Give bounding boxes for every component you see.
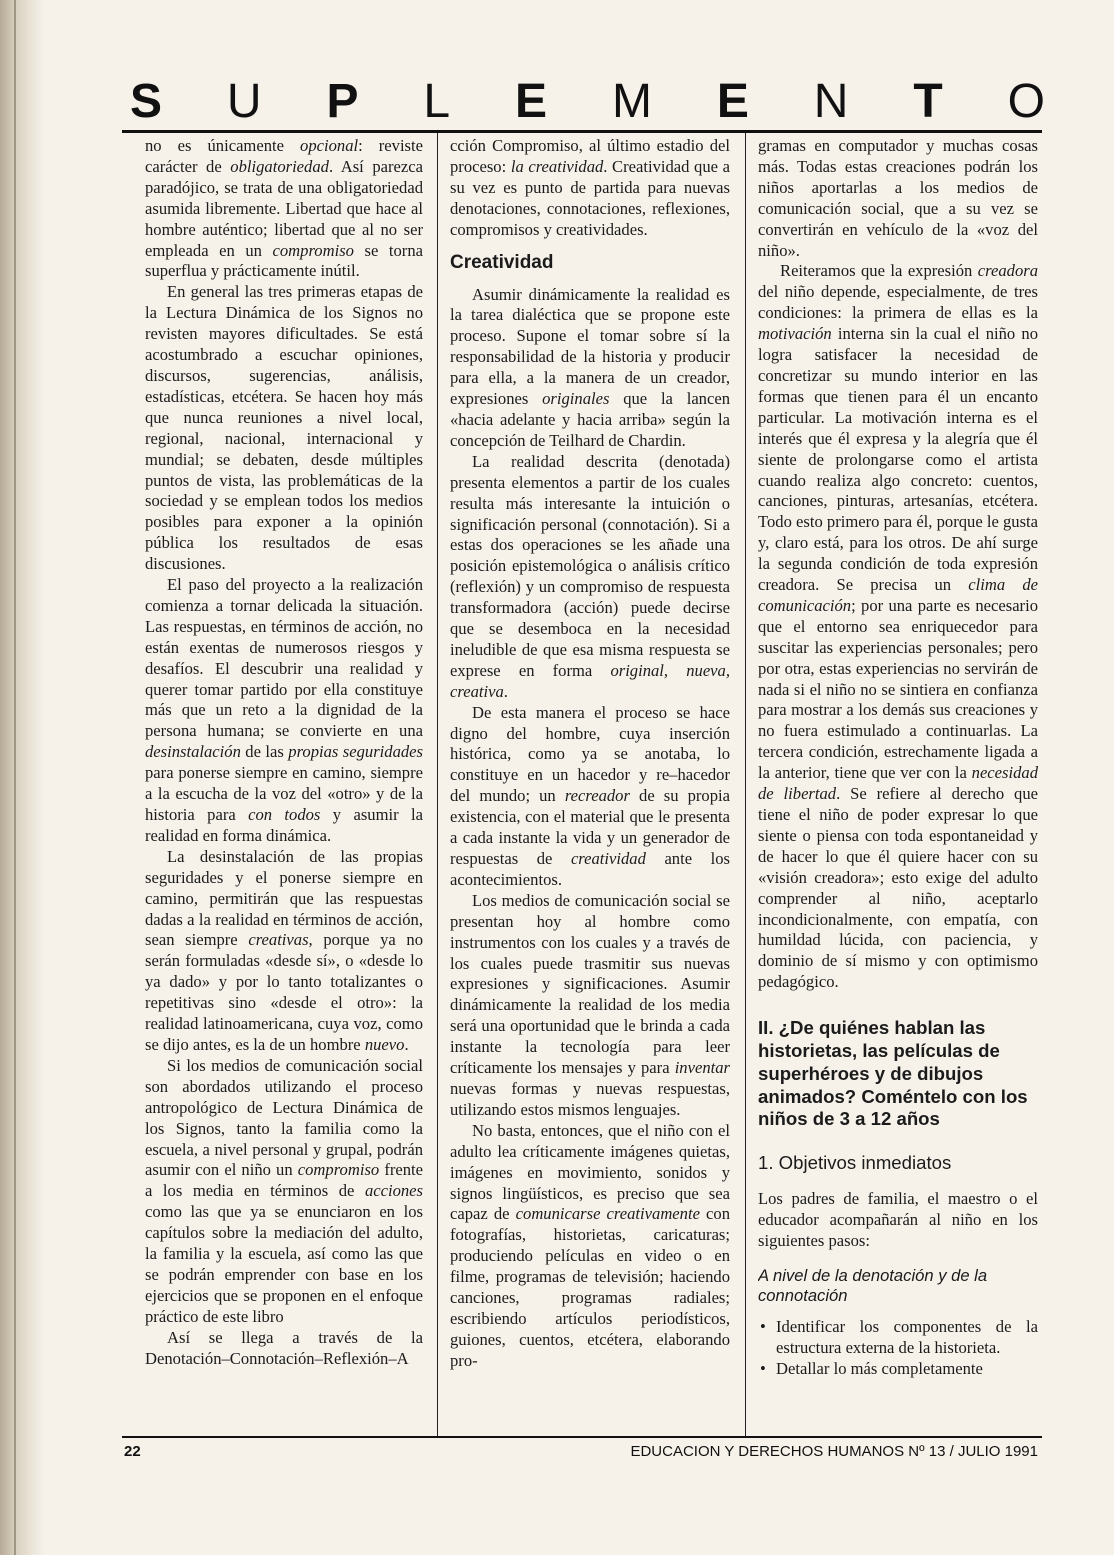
objectives-title: 1. Objetivos inmediatos	[758, 1152, 952, 1174]
col1-paragraph: En general las tres primeras etapas de la Lectura Dinámica de los Signos no revisten mayores dificultades. Se está acostumbrado a escuchar opiniones, discursos, sugerencias, análisis, estadísticas, etcétera. Se hacen hoy más que nunca reuniones a nivel local, regional, nacional, internacional y mundial; se debaten, desde múltiples puntos de vista, las problemáticas de la sociedad y se emplean todos los medios posibles para exponer a la opinión pública los resultados de esas discusiones.	[145, 282, 423, 574]
col2-paragraphs	[450, 285, 730, 1372]
column-2	[450, 136, 730, 1432]
footer-rule	[122, 1436, 1042, 1438]
masthead-letter: M	[611, 75, 652, 128]
body-paragraph: No basta, entonces, que el niño con el adulto lea críticamente imágenes quietas, imágenes en movimiento, sonidos y signos lingüísticos, es preciso que sea capaz de comunicarse creativamente con fotografías, historietas, caricaturas; produciendo películas en video o en filme, programas de televisión; haciendo canciones, programas radiales; escribiendo artículos periodísticos, guiones, cuentos, etcétera, elaborando pro-	[450, 1120, 730, 1370]
column-3	[758, 136, 1038, 1432]
body-paragraph: De esta manera el proceso se hace digno del hombre, cuya inserción histórica, como ya se anotaba, lo constituye en un hacedor y re–hacedor del mundo; un recreador de su propia existencia, con el material que le presenta a cada instante la vida y un generador de respuestas de creatividad ante los acontecimientos.	[450, 702, 730, 889]
masthead-letter: S	[130, 75, 163, 128]
col1-paragraph: no es únicamente opcional: reviste carácter de obligatoriedad. Así parezca paradójico, se trata de una obligatoriedad asumida libremente. Libertad que hace al hombre auténtico; libertad que al no ser empleada en un compromiso se torna superflua y prácticamente inútil.	[145, 136, 423, 281]
journal-footer: EDUCACION Y DERECHOS HUMANOS Nº 13 / JULIO 1991	[630, 1443, 1038, 1460]
masthead-letter: O	[1007, 75, 1045, 128]
page-binding-shadow	[0, 0, 44, 1555]
masthead-letter: E	[515, 75, 548, 128]
binding-edge-line	[14, 0, 16, 1555]
masthead-rule	[122, 130, 1042, 133]
body-paragraph: La realidad descrita (denotada) presenta elementos a partir de los cuales resulta más interesante la intuición o significación personal (connotación). Si a estas dos operaciones se les añade una posición epistemológica o análisis crítico (reflexión) y un compromiso de respuesta transformadora (acción) puede decirse que se desemboca en la necesidad ineludible de que esa misma respuesta se exprese en forma original, nueva, creativa.	[450, 451, 730, 701]
column-1	[145, 136, 423, 1432]
column-divider-2	[745, 133, 746, 1436]
col1-paragraph: La desinstalación de las propias seguridades y el ponerse siempre en camino, permitirán que las respuestas dadas a la realidad en términos de acción, sean siempre creativas, porque ya no serán formuladas «desde sí», o «desde lo ya dado» y por lo tanto totalizantes o repetitivas sino «desde el otro»: la realidad latinoamericana, cuya voz, como se dijo antes, es la de un hombre nuevo.	[145, 846, 423, 1054]
section-heading: II. ¿De quiénes hablan las historietas, las películas de superhéroes y de dibujos animados? Coméntelo con los niños de 3 a 12 años	[758, 1017, 1028, 1130]
objectives-intro: Los padres de familia, el maestro o el educador acompañarán al niño en los siguientes pasos:	[758, 1189, 1038, 1250]
body-paragraph: Los medios de comunicación social se presentan hoy al hombre como instrumentos con los cuales y a través de los cuales puede trasmitir sus nuevas expresiones y significaciones. Asumir dinámicamente la realidad de los media será una oportunidad que le brinda a cada instante la tecnología para leer críticamente los mensajes y para inventar nuevas formas y nuevas respuestas, utilizando estos mismos lenguajes.	[450, 890, 730, 1119]
level-heading: A nivel de la denotación y de la connotación	[758, 1265, 988, 1306]
masthead-letter: L	[423, 75, 451, 128]
body-paragraph: Asumir dinámicamente la realidad es la tarea dialéctica que se propone este proceso. Supone el tomar sobre sí la responsabilidad de la historia y producir para ella, a la manera de un creador, expresiones originales que la lancen «hacia adelante y hacia arriba» según la concepción de Teilhard de Chardin.	[450, 284, 730, 450]
bullet-item: • Identificar los componentes de la estructura externa de la historieta.	[760, 1316, 1038, 1357]
masthead-letter: P	[326, 75, 359, 128]
bullet-item: • Detallar lo más completamente	[760, 1358, 983, 1378]
col1-paragraph: Así se llega a través de la Denotación–Connotación–Reflexión–A	[145, 1327, 423, 1368]
body-paragraph: Reiteramos que la expresión creadora del niño depende, especialmente, de tres condiciones: la primera de ellas es la motivación interna sin la cual el niño no logra satisfacer la necesidad de concretizar su mundo interior en las formas que tienen para él un encanto particular. La motivación interna es el interés que él expresa y la alegría que él siente de prolongarse como el artista cuando realiza algo concreto: cuentos, canciones, pinturas, artesanías, etcétera. Todo esto primero para él, porque le gusta y, claro está, para los otros. De ahí surge la segunda condición de toda expresión creadora. Se precisa un clima de comunicación; por una parte es necesario que el entorno sea enriquecedor para suscitar las experiencias personales; pero por otra, estas experiencias no servirán de nada si el niño no se sintiera en confianza para mostrar a los demás sus creaciones y no fuera estimulado a continuarlas. La tercera condición, estrechamente ligada a la anterior, tiene que ver con la necesidad de libertad. Se refiere al derecho que tiene el niño de poder expresar lo que siente o piensa con toda espontaneidad y de hacer lo que él quiere hacer con su «visión creadora»; esto exige del adulto comprender al niño, aceptarlo incondicionalmente, con empatía, con humildad lúcida, con paciencia, y dominio de sí mismo y con optimismo pedagógico.	[758, 261, 1038, 992]
page-number: 22	[124, 1443, 141, 1460]
subheading-creatividad: Creatividad	[450, 251, 554, 273]
masthead-letter: U	[226, 75, 262, 128]
bullet-dot-icon: •	[760, 1316, 766, 1336]
col1-paragraph: Si los medios de comunicación social son abordados utilizando el proceso antropológico de Lectura Dinámica de los Signos, tanto la familia como la escuela, a nivel personal y grupal, podrán asumir con el niño un compromiso frente a los media en términos de acciones como las que ya se enunciaron en los capítulos sobre la mediación del adulto, la familia y la escuela, así como las que se podrán emprender con base en los ejercicios que se proponen en el enfoque práctico de este libro	[145, 1055, 423, 1326]
col3-intro-paragraph: gramas en computador y muchas cosas más. Todas estas creaciones podrán los niños aportarlas a los medios de comunicación social, que a su vez se convertirán en vehículo de la «voz del niño».	[758, 136, 1038, 260]
col3-paragraphs	[758, 261, 1038, 993]
col1-paragraph: El paso del proyecto a la realización comienza a tornar delicada la situación. Las respuestas, en términos de acción, no están exentas de numerosos riesgos y desafíos. El descubrir una realidad y querer tomar partido por ella constituye más que un reto a la dignidad de la persona humana; se convierte en una desinstalación de las propias seguridades para ponerse siempre en camino, siempre a la escucha de la voz del «otro» y de la historia para con todos y asumir la realidad en forma dinámica.	[145, 575, 423, 845]
column-divider-1	[437, 133, 438, 1436]
bullet-dot-icon: •	[760, 1358, 766, 1378]
masthead-suplemento	[130, 74, 1045, 130]
col2-intro-paragraph: cción Compromiso, al último estadio del proceso: la creatividad. Creatividad que a su vez es punto de partida para nuevas denotaciones, connotaciones, reflexiones, compromisos y creatividades.	[450, 136, 730, 239]
masthead-letter: N	[813, 75, 849, 128]
masthead-letter: E	[716, 75, 749, 128]
objectives-bullet-list	[758, 1317, 1038, 1380]
masthead-letter: T	[913, 75, 943, 128]
